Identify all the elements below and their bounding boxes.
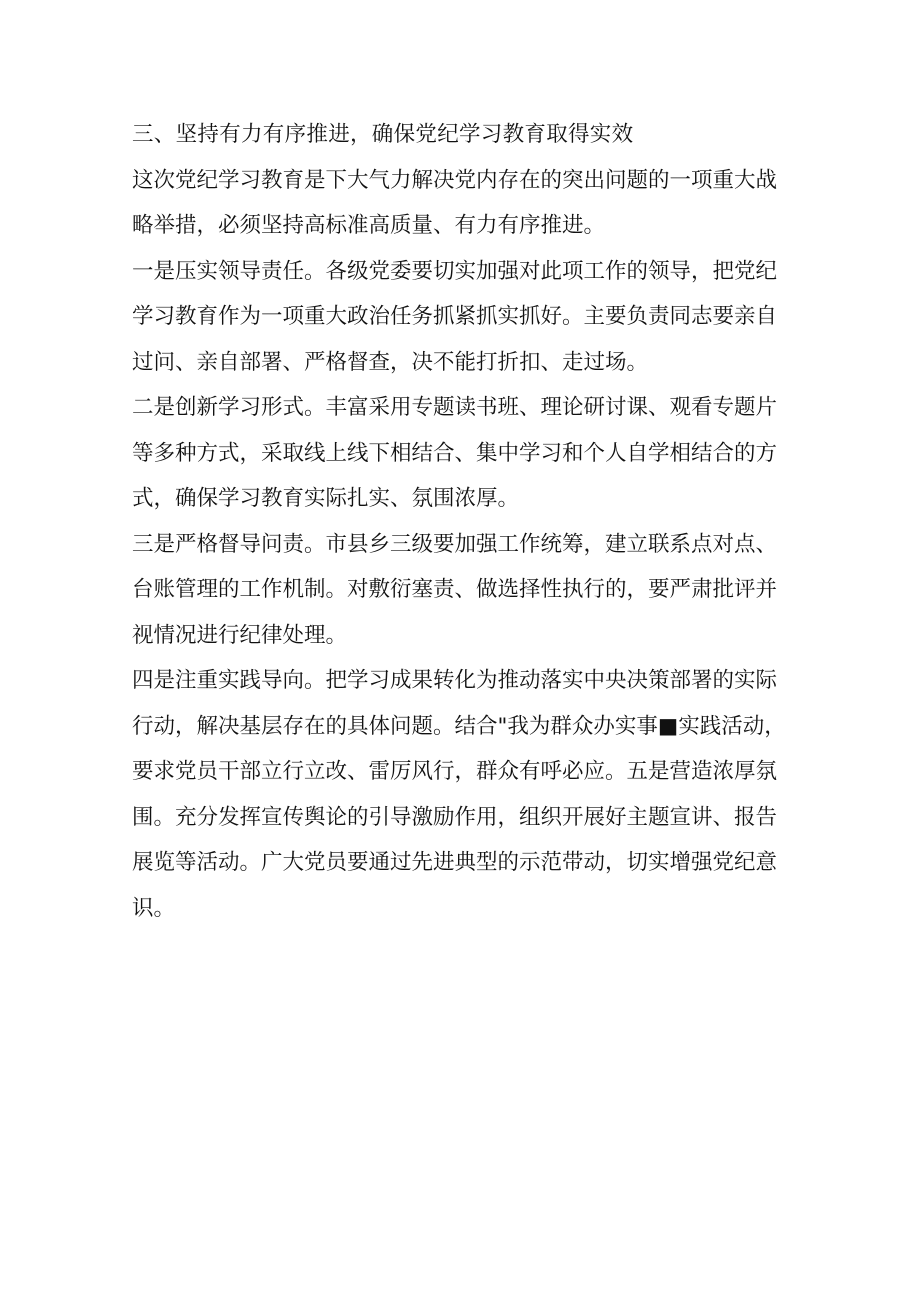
- paragraph-line: 过问、亲自部署、严格督查，决不能打折扣、走过场。: [132, 349, 649, 375]
- paragraph-line: 要求党员干部立行立改、雷厉风行，群众有呼必应。五是营造浓厚氛: [132, 759, 778, 784]
- paragraph-line: 二是创新学习形式。丰富采用专题读书班、理论研讨课、观看专题片: [132, 395, 778, 420]
- paragraph-line: 三是严格督导问责。市县乡三级要加强工作统筹，建立联系点对点、: [132, 531, 778, 557]
- paragraph-line: 等多种方式，采取线上线下相结合、集中学习和个人自学相结合的方: [132, 440, 778, 466]
- paragraph-line: 一是压实领导责任。各级党委要切实加强对此项工作的领导，把党纪: [132, 258, 778, 284]
- paragraph-line: 识。: [132, 895, 176, 921]
- point-1-paragraph: [132, 249, 788, 386]
- point-4-paragraph: [132, 658, 788, 931]
- paragraph-line: 围。充分发挥宣传舆论的引导激励作用，组织开展好主题宣讲、报告: [132, 804, 778, 830]
- paragraph-line: 略举措，必须坚持高标准高质量、有力有序推进。: [132, 213, 606, 238]
- paragraph-line: 四是注重实践导向。把学习成果转化为推动落实中央决策部署的实际: [132, 668, 778, 693]
- document-body: [132, 112, 788, 931]
- paragraph-line: 学习教育作为一项重大政治任务抓紧抓实抓好。主要负责同志要亲自: [132, 304, 778, 329]
- paragraph-line: 展览等活动。广大党员要通过先进典型的示范带动，切实增强党纪意: [132, 850, 778, 875]
- section-heading: 三、坚持有力有序推进，确保党纪学习教育取得实效: [132, 122, 634, 147]
- paragraph-line: 台账管理的工作机制。对敷衍塞责、做选择性执行的，要严肃批评并: [132, 577, 778, 602]
- paragraph-line: 这次党纪学习教育是下大气力解决党内存在的突出问题的一项重大战: [132, 167, 778, 193]
- paragraph-line: 视情况进行纪律处理。: [132, 622, 348, 648]
- paragraph-line: 式，确保学习教育实际扎实、氛围浓厚。: [132, 486, 520, 511]
- intro-paragraph: [132, 158, 788, 249]
- paragraph-line: 行动，解决基层存在的具体问题。结合"我为群众办实事■实践活动，: [132, 713, 786, 739]
- point-3-paragraph: [132, 522, 788, 659]
- point-2-paragraph: [132, 385, 788, 522]
